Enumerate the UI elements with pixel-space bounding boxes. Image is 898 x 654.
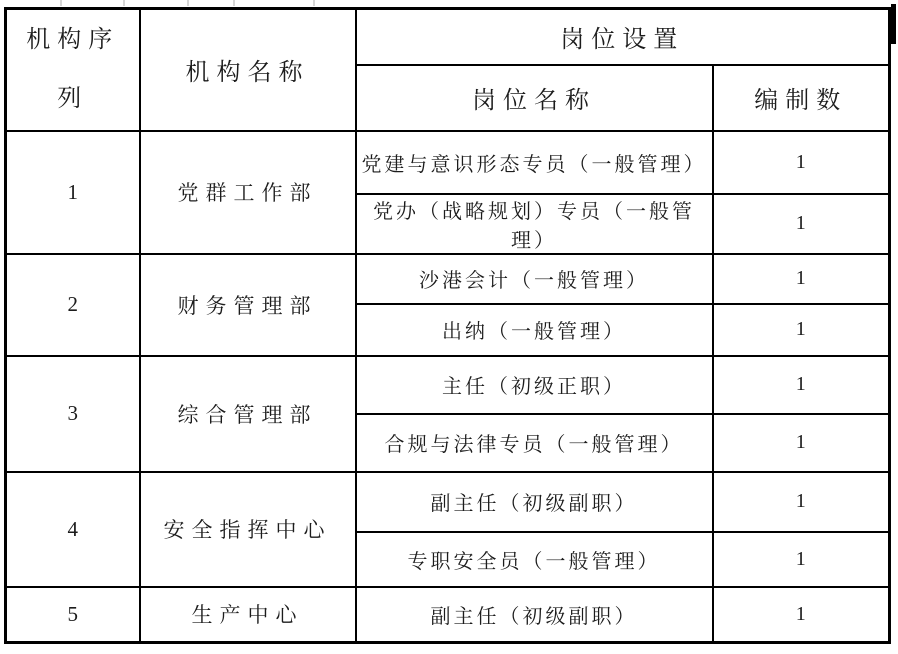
headcount-cell: 1: [713, 587, 890, 643]
org-name-cell: 财务管理部: [140, 254, 356, 356]
headcount-cell: 1: [713, 304, 890, 356]
scan-tick-mark: [60, 0, 62, 6]
org-name-cell: 生产中心: [140, 587, 356, 643]
position-name-cell: 主任（初级正职）: [356, 356, 713, 414]
headcount-cell: 1: [713, 194, 890, 254]
scan-tick-mark: [123, 0, 125, 6]
position-name-cell: 副主任（初级副职）: [356, 587, 713, 643]
scan-tick-mark: [313, 0, 315, 6]
table-row: [6, 131, 890, 194]
scan-tick-mark: [187, 0, 189, 6]
org-name-cell: 党群工作部: [140, 131, 356, 254]
org-name-cell: 安全指挥中心: [140, 472, 356, 587]
headcount-cell: 1: [713, 356, 890, 414]
position-name-cell: 党建与意识形态专员（一般管理）: [356, 131, 713, 194]
position-setup-table: [4, 7, 891, 644]
position-name-cell: 专职安全员（一般管理）: [356, 532, 713, 587]
org-seq-cell: 3: [6, 356, 140, 472]
headcount-cell: 1: [713, 131, 890, 194]
table-row: [6, 587, 890, 643]
position-name-cell: 沙港会计（一般管理）: [356, 254, 713, 304]
header-position-name: 岗位名称: [356, 65, 713, 131]
position-name-cell: 党办（战略规划）专员（一般管理）: [356, 194, 713, 254]
position-name-cell: 出纳（一般管理）: [356, 304, 713, 356]
headcount-cell: 1: [713, 254, 890, 304]
org-name-cell: 综合管理部: [140, 356, 356, 472]
header-headcount: 编制数: [713, 65, 890, 131]
header-org-seq: 机构序列: [6, 9, 140, 131]
position-name-cell: 合规与法律专员（一般管理）: [356, 414, 713, 472]
table-row: [6, 254, 890, 304]
org-seq-cell: 4: [6, 472, 140, 587]
org-seq-cell: 5: [6, 587, 140, 643]
headcount-cell: 1: [713, 414, 890, 472]
table-row: [6, 356, 890, 414]
header-org-name: 机构名称: [140, 9, 356, 131]
scan-tick-mark: [233, 0, 235, 6]
org-seq-cell: 1: [6, 131, 140, 254]
org-seq-cell: 2: [6, 254, 140, 356]
headcount-cell: 1: [713, 532, 890, 587]
headcount-cell: 1: [713, 472, 890, 532]
scrollbar-thumb[interactable]: [891, 4, 896, 44]
header-position-setup: 岗位设置: [356, 9, 890, 65]
table-row: [6, 472, 890, 532]
position-name-cell: 副主任（初级副职）: [356, 472, 713, 532]
